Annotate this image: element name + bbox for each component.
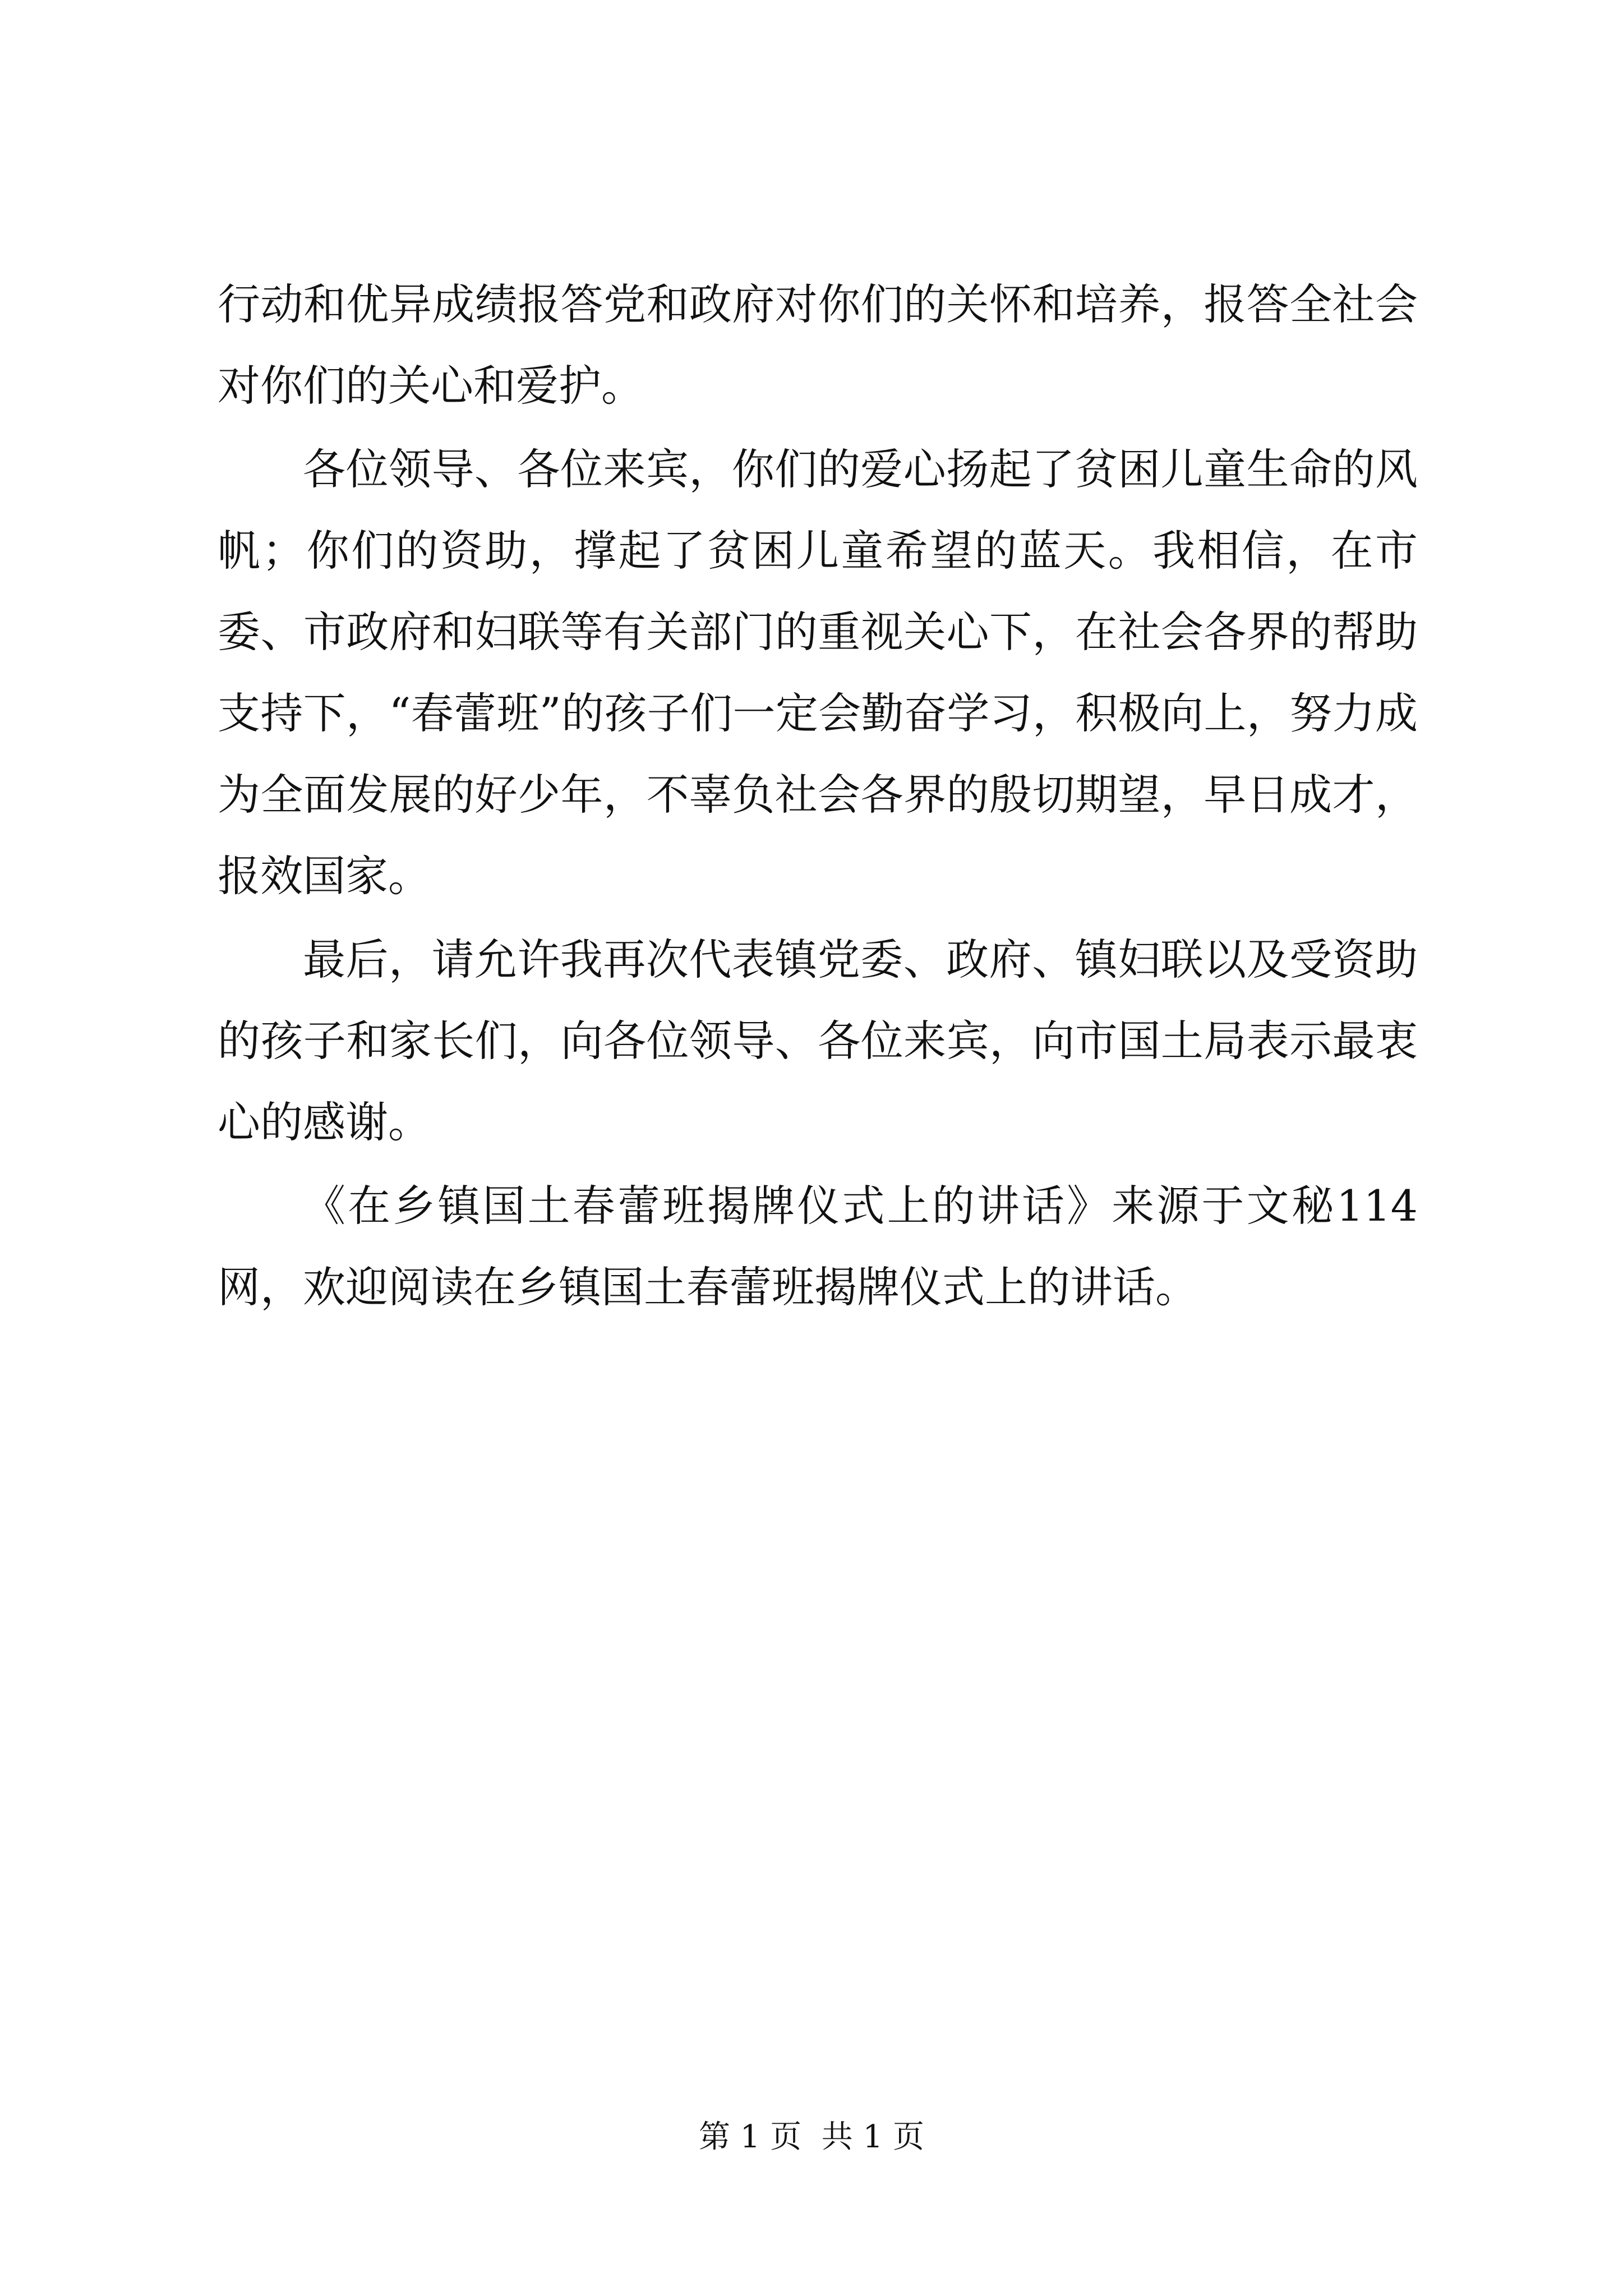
paragraph-closing-thanks: 最后，请允许我再次代表镇党委、政府、镇妇联以及受资助的孩子和家长们，向各位领导、各位来宾，向市国土局表示最衷心的感谢。 [218,935,1418,1147]
paragraph-thanks-donors: 各位领导、各位来宾，你们的爱心扬起了贫困儿童生命的风帆；你们的资助，撑起了贫困儿童希望的蓝天。我相信，在市委、市政府和妇联等有关部门的重视关心下，在社会各界的帮助支持下，“春蕾班”的孩子们一定会勤奋学习，积极向上，努力成为全面发展的好少年，不辜负社会各界的殷切期望，早日成才，报效国家。 [218,444,1418,901]
page-number-footer: 第 1 页 共 1 页 [698,2119,925,2155]
paragraph-source-note: 《在乡镇国土春蕾班揭牌仪式上的讲话》来源于文秘114网，欢迎阅读在乡镇国土春蕾班揭牌仪式上的讲话。 [218,1181,1418,1312]
paragraph-continuation: 行动和优异成绩报答党和政府对你们的关怀和培养，报答全社会对你们的关心和爱护。 [218,279,1418,411]
document-body [218,264,1418,1330]
